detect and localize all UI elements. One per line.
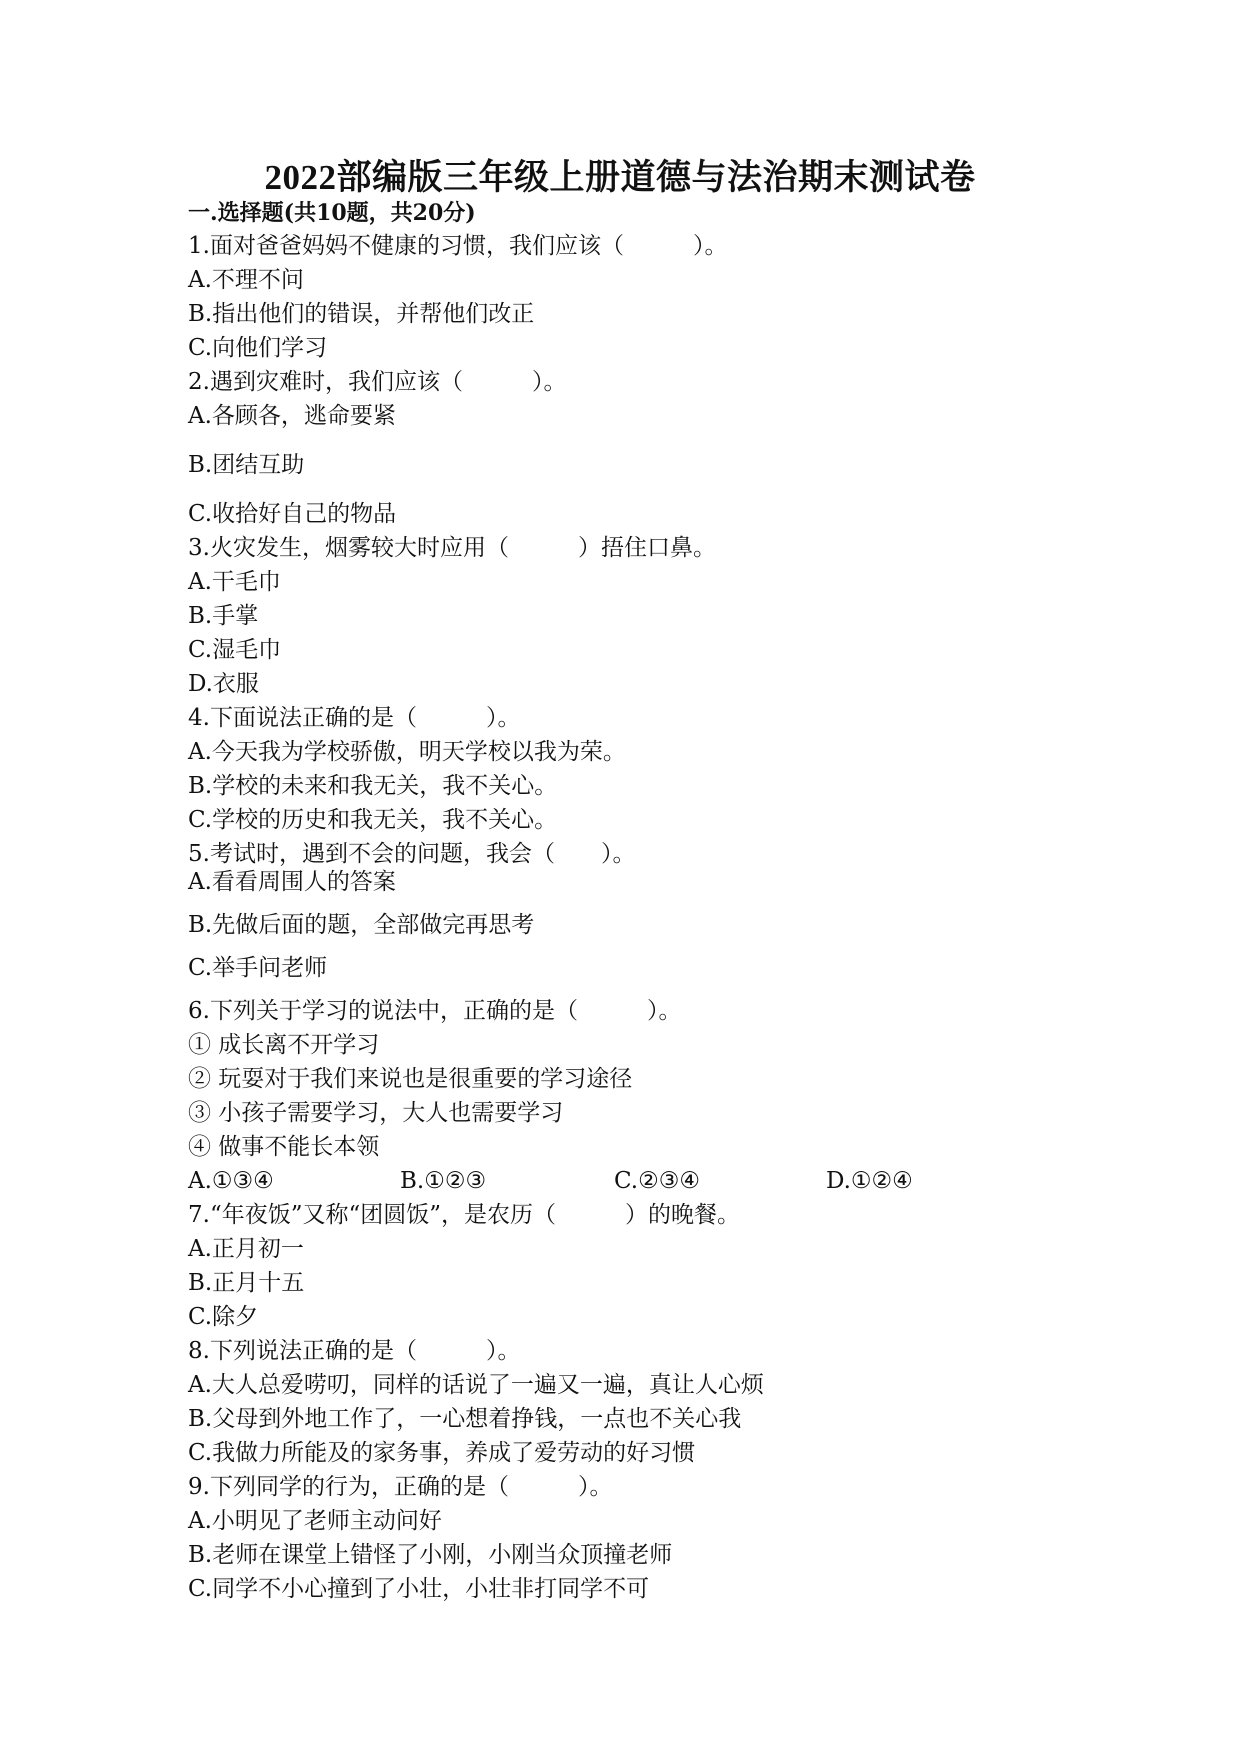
question-6-option-c: C.②③④ <box>614 1168 700 1194</box>
question-5-option-c: C.举手问老师 <box>188 955 328 981</box>
question-1-stem: 1.面对爸爸妈妈不健康的习惯，我们应该（ ）。 <box>188 233 728 259</box>
question-3-option-b: B.手掌 <box>188 603 259 629</box>
question-5-option-a: A.看看周围人的答案 <box>188 869 396 895</box>
question-5-option-b: B.先做后面的题，全部做完再思考 <box>188 912 535 938</box>
question-1-option-a: A.不理不问 <box>188 267 304 293</box>
question-6-statement-1: ① 成长离不开学习 <box>188 1032 380 1058</box>
question-4-stem: 4.下面说法正确的是（ ）。 <box>188 705 521 731</box>
question-3-stem: 3.火灾发生，烟雾较大时应用（ ）捂住口鼻。 <box>188 535 716 561</box>
question-7-stem: 7.“年夜饭”又称“团圆饭”，是农历（ ）的晚餐。 <box>188 1202 740 1228</box>
question-6-option-b: B.①②③ <box>400 1168 487 1194</box>
question-3-option-d: D.衣服 <box>188 671 259 697</box>
page-title: 2022部编版三年级上册道德与法治期末测试卷 <box>264 158 976 197</box>
question-2-option-c: C.收拾好自己的物品 <box>188 501 397 527</box>
question-7-option-b: B.正月十五 <box>188 1270 305 1296</box>
question-6-option-a: A.①③④ <box>188 1168 274 1194</box>
question-5-stem: 5.考试时，遇到不会的问题，我会（ ）。 <box>188 841 636 867</box>
question-2-option-b: B.团结互助 <box>188 452 305 478</box>
question-6-statement-4: ④ 做事不能长本领 <box>188 1134 380 1160</box>
question-4-option-c: C.学校的历史和我无关，我不关心。 <box>188 807 558 833</box>
question-3-option-a: A.干毛巾 <box>188 569 281 595</box>
question-9-option-b: B.老师在课堂上错怪了小刚，小刚当众顶撞老师 <box>188 1542 673 1568</box>
question-4-option-b: B.学校的未来和我无关，我不关心。 <box>188 773 558 799</box>
question-8-option-c: C.我做力所能及的家务事，养成了爱劳动的好习惯 <box>188 1440 696 1466</box>
question-9-stem: 9.下列同学的行为，正确的是（ ）。 <box>188 1474 613 1500</box>
question-9-option-a: A.小明见了老师主动问好 <box>188 1508 442 1534</box>
section-heading: 一.选择题(共10题，共20分) <box>188 200 476 226</box>
question-2-stem: 2.遇到灾难时，我们应该（ ）。 <box>188 369 567 395</box>
question-6-option-d: D.①②④ <box>826 1168 913 1194</box>
question-6-statement-2: ② 玩耍对于我们来说也是很重要的学习途径 <box>188 1066 633 1092</box>
question-8-option-a: A.大人总爱唠叨，同样的话说了一遍又一遍，真让人心烦 <box>188 1372 764 1398</box>
question-8-option-b: B.父母到外地工作了，一心想着挣钱，一点也不关心我 <box>188 1406 742 1432</box>
question-1-option-b: B.指出他们的错误，并帮他们改正 <box>188 301 535 327</box>
question-4-option-a: A.今天我为学校骄傲，明天学校以我为荣。 <box>188 739 626 765</box>
question-2-option-a: A.各顾各，逃命要紧 <box>188 403 396 429</box>
question-6-statement-3: ③ 小孩子需要学习，大人也需要学习 <box>188 1100 564 1126</box>
question-1-option-c: C.向他们学习 <box>188 335 328 361</box>
question-7-option-c: C.除夕 <box>188 1304 259 1330</box>
question-3-option-c: C.湿毛巾 <box>188 637 282 663</box>
question-6-stem: 6.下列关于学习的说法中，正确的是（ ）。 <box>188 998 682 1024</box>
question-9-option-c: C.同学不小心撞到了小壮，小壮非打同学不可 <box>188 1576 650 1602</box>
question-7-option-a: A.正月初一 <box>188 1236 304 1262</box>
question-8-stem: 8.下列说法正确的是（ ）。 <box>188 1338 521 1364</box>
